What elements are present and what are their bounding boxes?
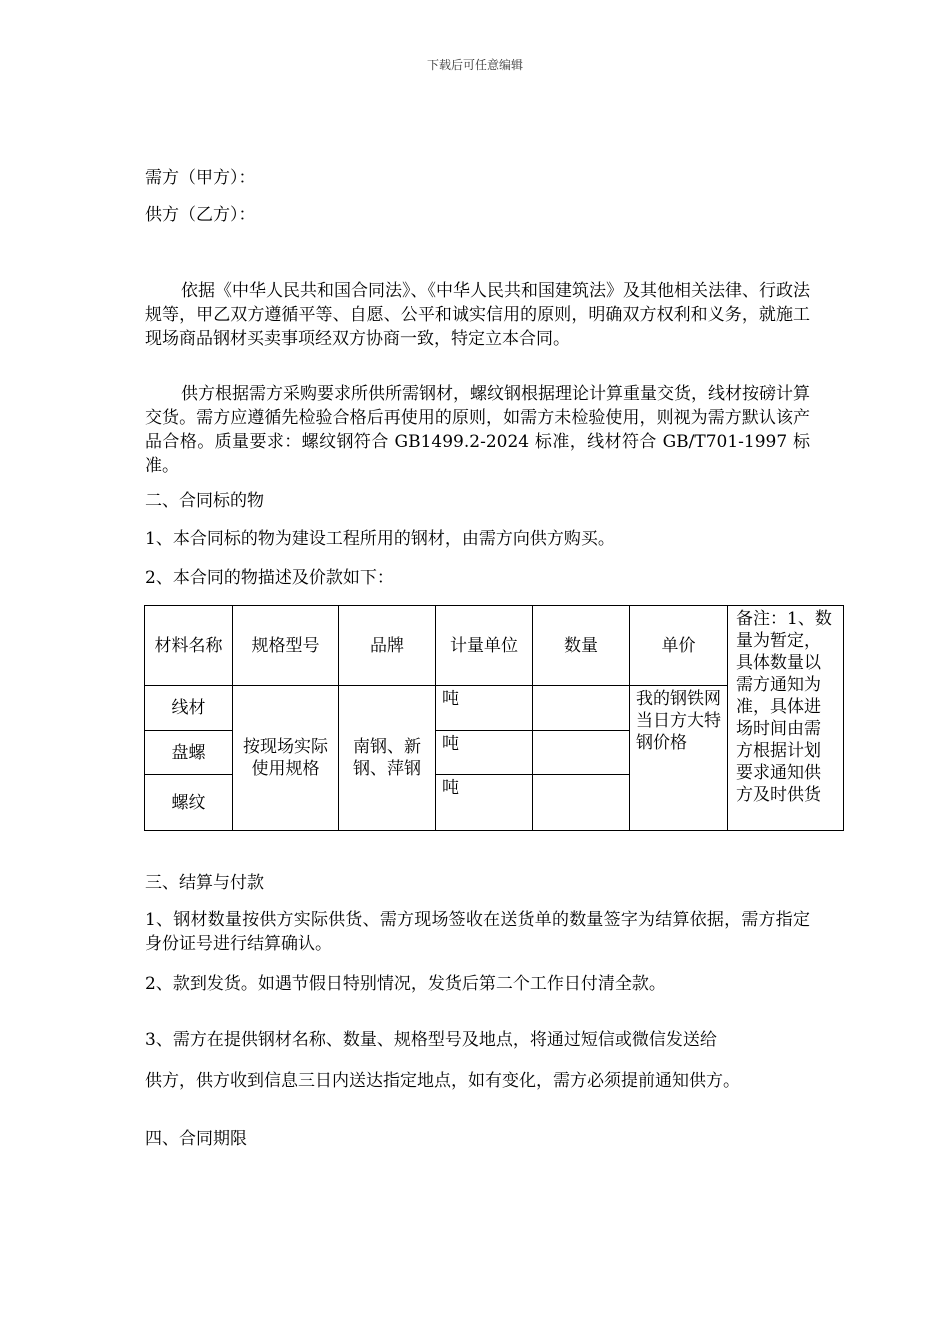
section3-item-1: 1、钢材数量按供方实际供货、需方现场签收在送货单的数量签字为结算依据，需方指定身份证号进行结算确认。 [145, 910, 810, 954]
seller-label: 供方（乙方）： [145, 205, 256, 225]
intro-paragraph-1: 依据《中华人民共和国合同法》、《中华人民共和国建筑法》及其他相关法律、行政法规等，甲乙双方遵循平等、自愿、公平和诚实信用的原则，明确双方权利和义务，就施工现场商品钢材买卖事项经双方协商一致，特定立本合同。 [145, 281, 810, 349]
header-quantity: 数量 [533, 606, 630, 686]
intro-paragraph-2: 供方根据需方采购要求所供所需钢材，螺纹钢根据理论计算重量交货，线材按磅计算交货。需方应遵循先检验合格后再使用的原则，如需方未检验使用，则视为需方默认该产品合格。质量要求：螺纹钢符合 GB1499.2-2024 标准，线材符合 GB/T701-1997 标准。 [145, 384, 810, 476]
spec-cell: 按现场实际使用规格 [233, 686, 339, 831]
section4-heading: 四、合同期限 [145, 1129, 247, 1149]
section3-heading: 三、结算与付款 [145, 873, 264, 893]
header-unit: 计量单位 [436, 606, 533, 686]
goods-table [144, 605, 844, 831]
section3-item-2: 2、款到发货。如遇节假日特别情况，发货后第二个工作日付清全款。 [145, 974, 666, 994]
header-spec: 规格型号 [233, 606, 339, 686]
section2-heading: 二、合同标的物 [145, 491, 264, 511]
quantity-cell [533, 686, 630, 731]
table-header-row [145, 606, 844, 686]
material-cell: 线材 [145, 686, 233, 731]
quantity-cell [533, 731, 630, 775]
section2-item-1: 1、本合同标的物为建设工程所用的钢材，由需方向供方购买。 [145, 529, 615, 549]
note-cell: 备注：1、数量为暂定，具体数量以需方通知为准，具体进场时间由需方根据计划要求通知供方及时供货 [728, 606, 844, 831]
header-note: 下载后可任意编辑 [426, 58, 523, 72]
brand-cell: 南钢、新钢、萍钢 [339, 686, 436, 831]
section2-item-2: 2、本合同的物描述及价款如下： [145, 568, 394, 588]
unit-cell: 吨 [436, 731, 533, 775]
section3-item-3-line-1: 3、需方在提供钢材名称、数量、规格型号及地点，将通过短信或微信发送给 [145, 1030, 717, 1050]
header-brand: 品牌 [339, 606, 436, 686]
buyer-label: 需方（甲方）： [145, 168, 256, 188]
section3-item-3-line-2: 供方，供方收到信息三日内送达指定地点，如有变化，需方必须提前通知供方。 [145, 1071, 740, 1091]
header-price: 单价 [630, 606, 728, 686]
unit-cell: 吨 [436, 686, 533, 731]
price-cell: 我的钢铁网当日方大特钢价格 [630, 686, 728, 831]
unit-cell: 吨 [436, 775, 533, 831]
quantity-cell [533, 775, 630, 831]
material-cell: 螺纹 [145, 775, 233, 831]
header-material: 材料名称 [145, 606, 233, 686]
material-cell: 盘螺 [145, 731, 233, 775]
